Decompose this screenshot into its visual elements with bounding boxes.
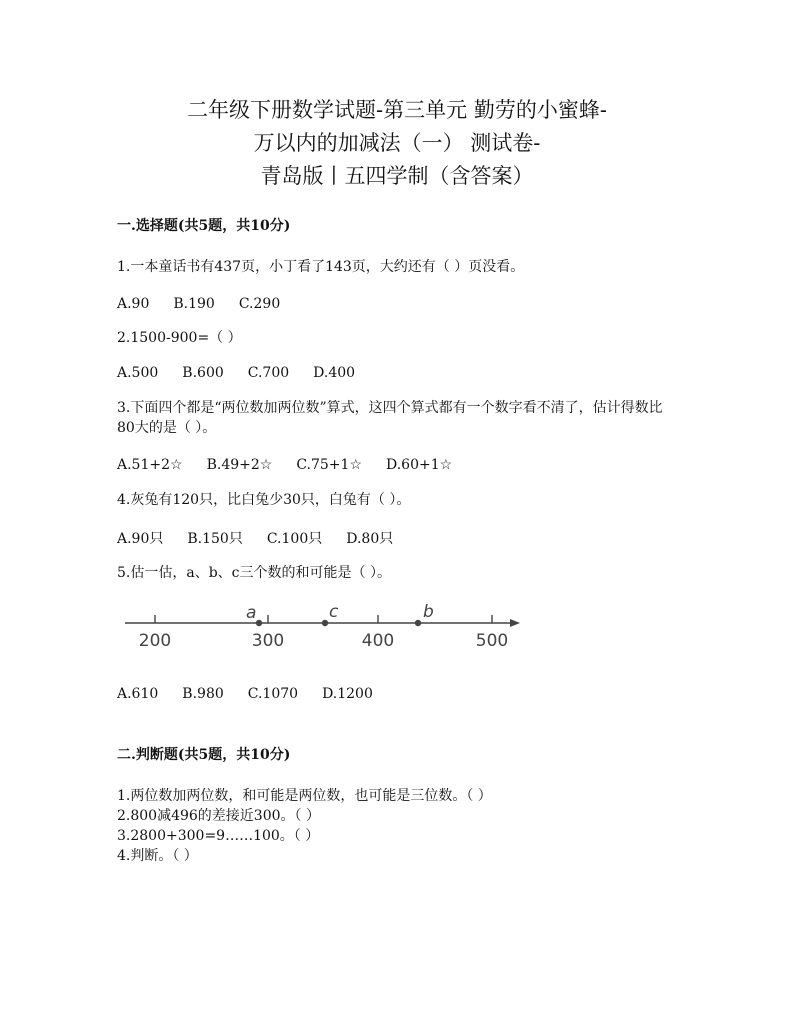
question-3: 3.下面四个都是“两位数加两位数”算式，这四个算式都有一个数字看不清了，估计得数比80大的是（ ）。	[117, 400, 663, 436]
option-a: A.90	[117, 296, 150, 312]
judgement-item-3: 3.2800+300=9……100。（ ）	[117, 828, 320, 844]
option-b: B.600	[182, 365, 224, 381]
option-c: C.100只	[266, 531, 323, 547]
point-a	[256, 620, 262, 626]
option-a: A.90只	[117, 531, 164, 547]
question-2: 2.1500-900=（ ）	[117, 330, 242, 346]
option-b: B.980	[182, 686, 224, 702]
option-c: C.1070	[247, 686, 299, 702]
tick-label: 300	[251, 631, 285, 651]
section-heading-judgement: 二.判断题(共5题，共10分)	[117, 747, 291, 763]
tick-label: 500	[475, 631, 509, 651]
arrow-head-icon	[510, 619, 520, 627]
judgement-item-1: 1.两位数加两位数，和可能是两位数，也可能是三位数。（ ）	[117, 788, 492, 804]
judgement-item-4: 4.判断。（ ）	[117, 848, 198, 864]
doc-title-line-1: 二年级下册数学试题-第三单元 勤劳的小蜜蜂-	[187, 98, 607, 122]
point-label-b: b	[423, 602, 434, 622]
question-1: 1.一本童话书有437页，小丁看了143页，大约还有（ ）页没看。	[117, 259, 525, 275]
option-d: D.60+1☆	[386, 457, 453, 473]
point-b	[415, 620, 421, 626]
option-a: A.610	[117, 686, 159, 702]
point-c	[322, 620, 328, 626]
option-c: C.290	[238, 296, 281, 312]
question-4-options	[117, 528, 417, 548]
doc-title-line-3: 青岛版丨五四学制（含答案）	[260, 164, 534, 188]
question-5: 5.估一估，a、b、c三个数的和可能是（ ）。	[117, 565, 391, 581]
number-line-figure	[120, 600, 525, 655]
point-label-a: a	[246, 603, 257, 623]
question-1-options	[117, 296, 304, 312]
option-c: C.75+1☆	[296, 457, 362, 473]
option-a: A.51+2☆	[117, 457, 183, 473]
section-heading-choice: 一.选择题(共5题，共10分)	[117, 218, 291, 234]
question-5-options	[117, 686, 397, 702]
question-3-options	[117, 457, 476, 473]
option-a: A.500	[117, 365, 159, 381]
question-2-options	[117, 365, 379, 381]
option-b: B.150只	[187, 531, 243, 547]
option-d: D.80只	[346, 531, 394, 547]
tick-label: 200	[138, 631, 172, 651]
option-d: D.400	[313, 365, 356, 381]
question-4: 4.灰兔有120只，比白兔少30只，白兔有（ ）。	[117, 492, 411, 508]
option-d: D.1200	[322, 686, 373, 702]
point-label-c: c	[329, 602, 339, 622]
option-b: B.190	[173, 296, 215, 312]
tick-label: 400	[361, 631, 395, 651]
option-c: C.700	[247, 365, 290, 381]
judgement-item-2: 2.800减496的差接近300。（ ）	[117, 808, 320, 824]
doc-title-line-2: 万以内的加减法（一） 测试卷-	[253, 131, 541, 155]
option-b: B.49+2☆	[206, 457, 273, 473]
